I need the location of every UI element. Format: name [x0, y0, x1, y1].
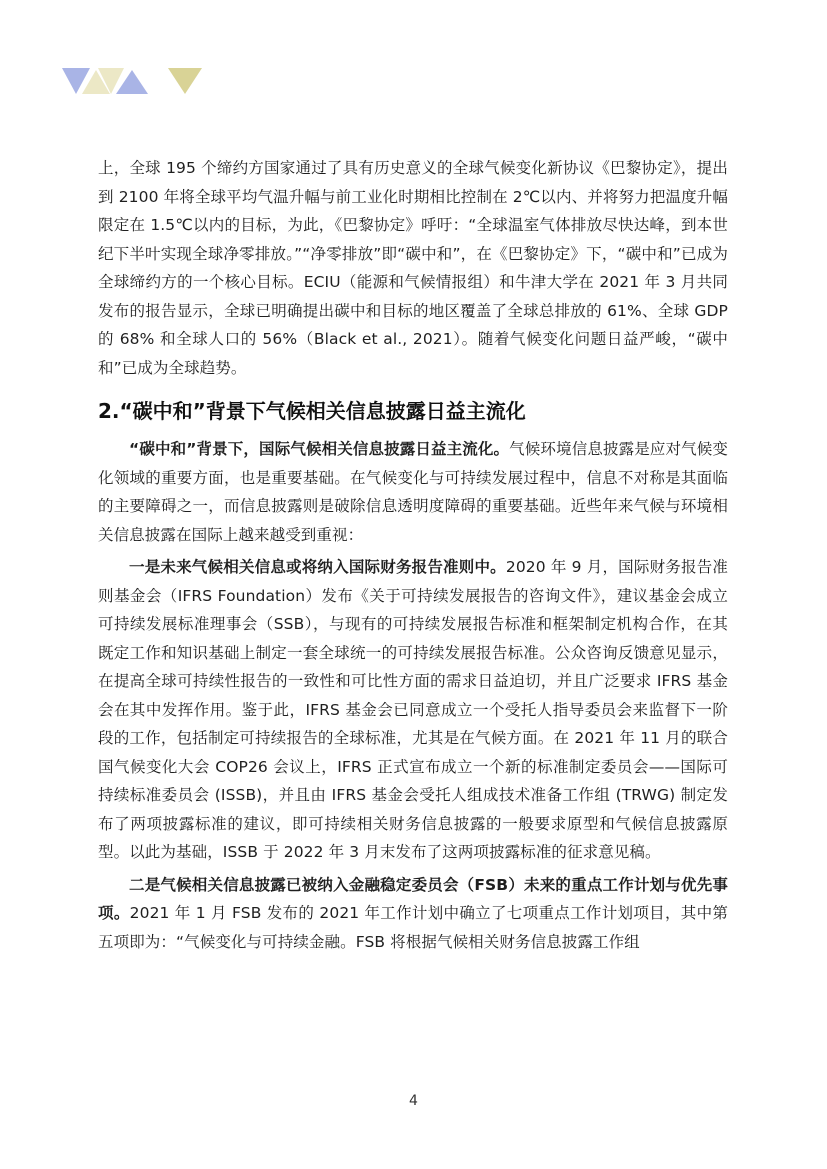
point-one-bold-text: 一是未来气候相关信息或将纳入国际财务报告准则中。 — [129, 558, 506, 576]
section-lead-paragraph — [98, 435, 728, 549]
intro-paragraph: 上，全球 195 个缔约方国家通过了具有历史意义的全球气候变化新协议《巴黎协定》，提出到 2100 年将全球平均气温升幅与前工业化时期相比控制在 2℃以内、并将努力把温度升幅限定在 1.5℃以内的目标，为此，《巴黎协定》呼吁：“全球温室气体排放尽快达峰，到本世纪下半叶实现全球净零排放。”“净零排放”即“碳中和”，在《巴黎协定》下，“碳中和”已成为全球缔约方的一个核心目标。ECIU（能源和气候情报组）和牛津大学在 2021 年 3 月共同发布的报告显示，全球已明确提出碳中和目标的地区覆盖了全球总排放的 61%、全球 GDP 的 68% 和全球人口的 56%（Black et al., 2021）。随着气候变化问题日益严峻，“碳中和”已成为全球趋势。 — [98, 159, 728, 377]
lead-body-text: 气候环境信息披露是应对气候变化领域的重要方面，也是重要基础。在气候变化与可持续发展过程中，信息不对称是其面临的主要障碍之一，而信息披露则是破除信息透明度障碍的重要基础。近些年来气候与环境相关信息披露在国际上越来越受到重视： — [98, 440, 728, 544]
page-number: 4 — [409, 1093, 418, 1109]
section-heading: 2.“碳中和”背景下气候相关信息披露日益主流化 — [98, 399, 526, 423]
lead-bold-text: “碳中和”背景下，国际气候相关信息披露日益主流化。 — [129, 440, 510, 458]
point-two-paragraph — [98, 871, 728, 957]
header-logo-triangles — [62, 66, 204, 98]
point-two-bold-text: 二是气候相关信息披露已被纳入金融稳定委员会（FSB）未来的重点工作计划与优先事项。 — [98, 875, 728, 922]
point-two-body-text: 2021 年 1 月 FSB 发布的 2021 年工作计划中确立了七项重点工作计划项目，其中第五项即为：“气候变化与可持续金融。FSB 将根据气候相关财务信息披露工作组 — [98, 904, 729, 951]
document-body — [98, 154, 728, 956]
point-one-paragraph — [98, 553, 728, 867]
logo-triangle-olive-down — [168, 68, 202, 94]
point-one-body-text: 2020 年 9 月，国际财务报告准则基金会（IFRS Foundation）发布《关于可持续发展报告的咨询文件》，建议基金会成立可持续发展标准理事会（SSB），与现有的可持续发展报告标准和框架制定机构合作，在其既定工作和知识基础上制定一套全球统一的可持续发展报告标准。公众咨询反馈意见显示，在提高全球可持续性报告的一致性和可比性方面的需求日益迫切，并且广泛要求 IFRS 基金会在其中发挥作用。鉴于此，IFRS 基金会已同意成立一个受托人指导委员会来监督下一阶段的工作，包括制定可持续报告的全球标准，尤其是在气候方面。在 2021 年 11 月的联合国气候变化大会 COP26 会议上，IFRS 正式宣布成立一个新的标准制定委员会——国际可持续标准委员会 (ISSB)，并且由 IFRS 基金会受托人组成技术准备工作组 (TRWG) 制定发布了两项披露标准的建议，即可持续相关财务信息披露的一般要求原型和气候信息披露原型。以此为基础，ISSB 于 2022 年 3 月末发布了这两项披露标准的征求意见稿。 — [98, 558, 728, 861]
